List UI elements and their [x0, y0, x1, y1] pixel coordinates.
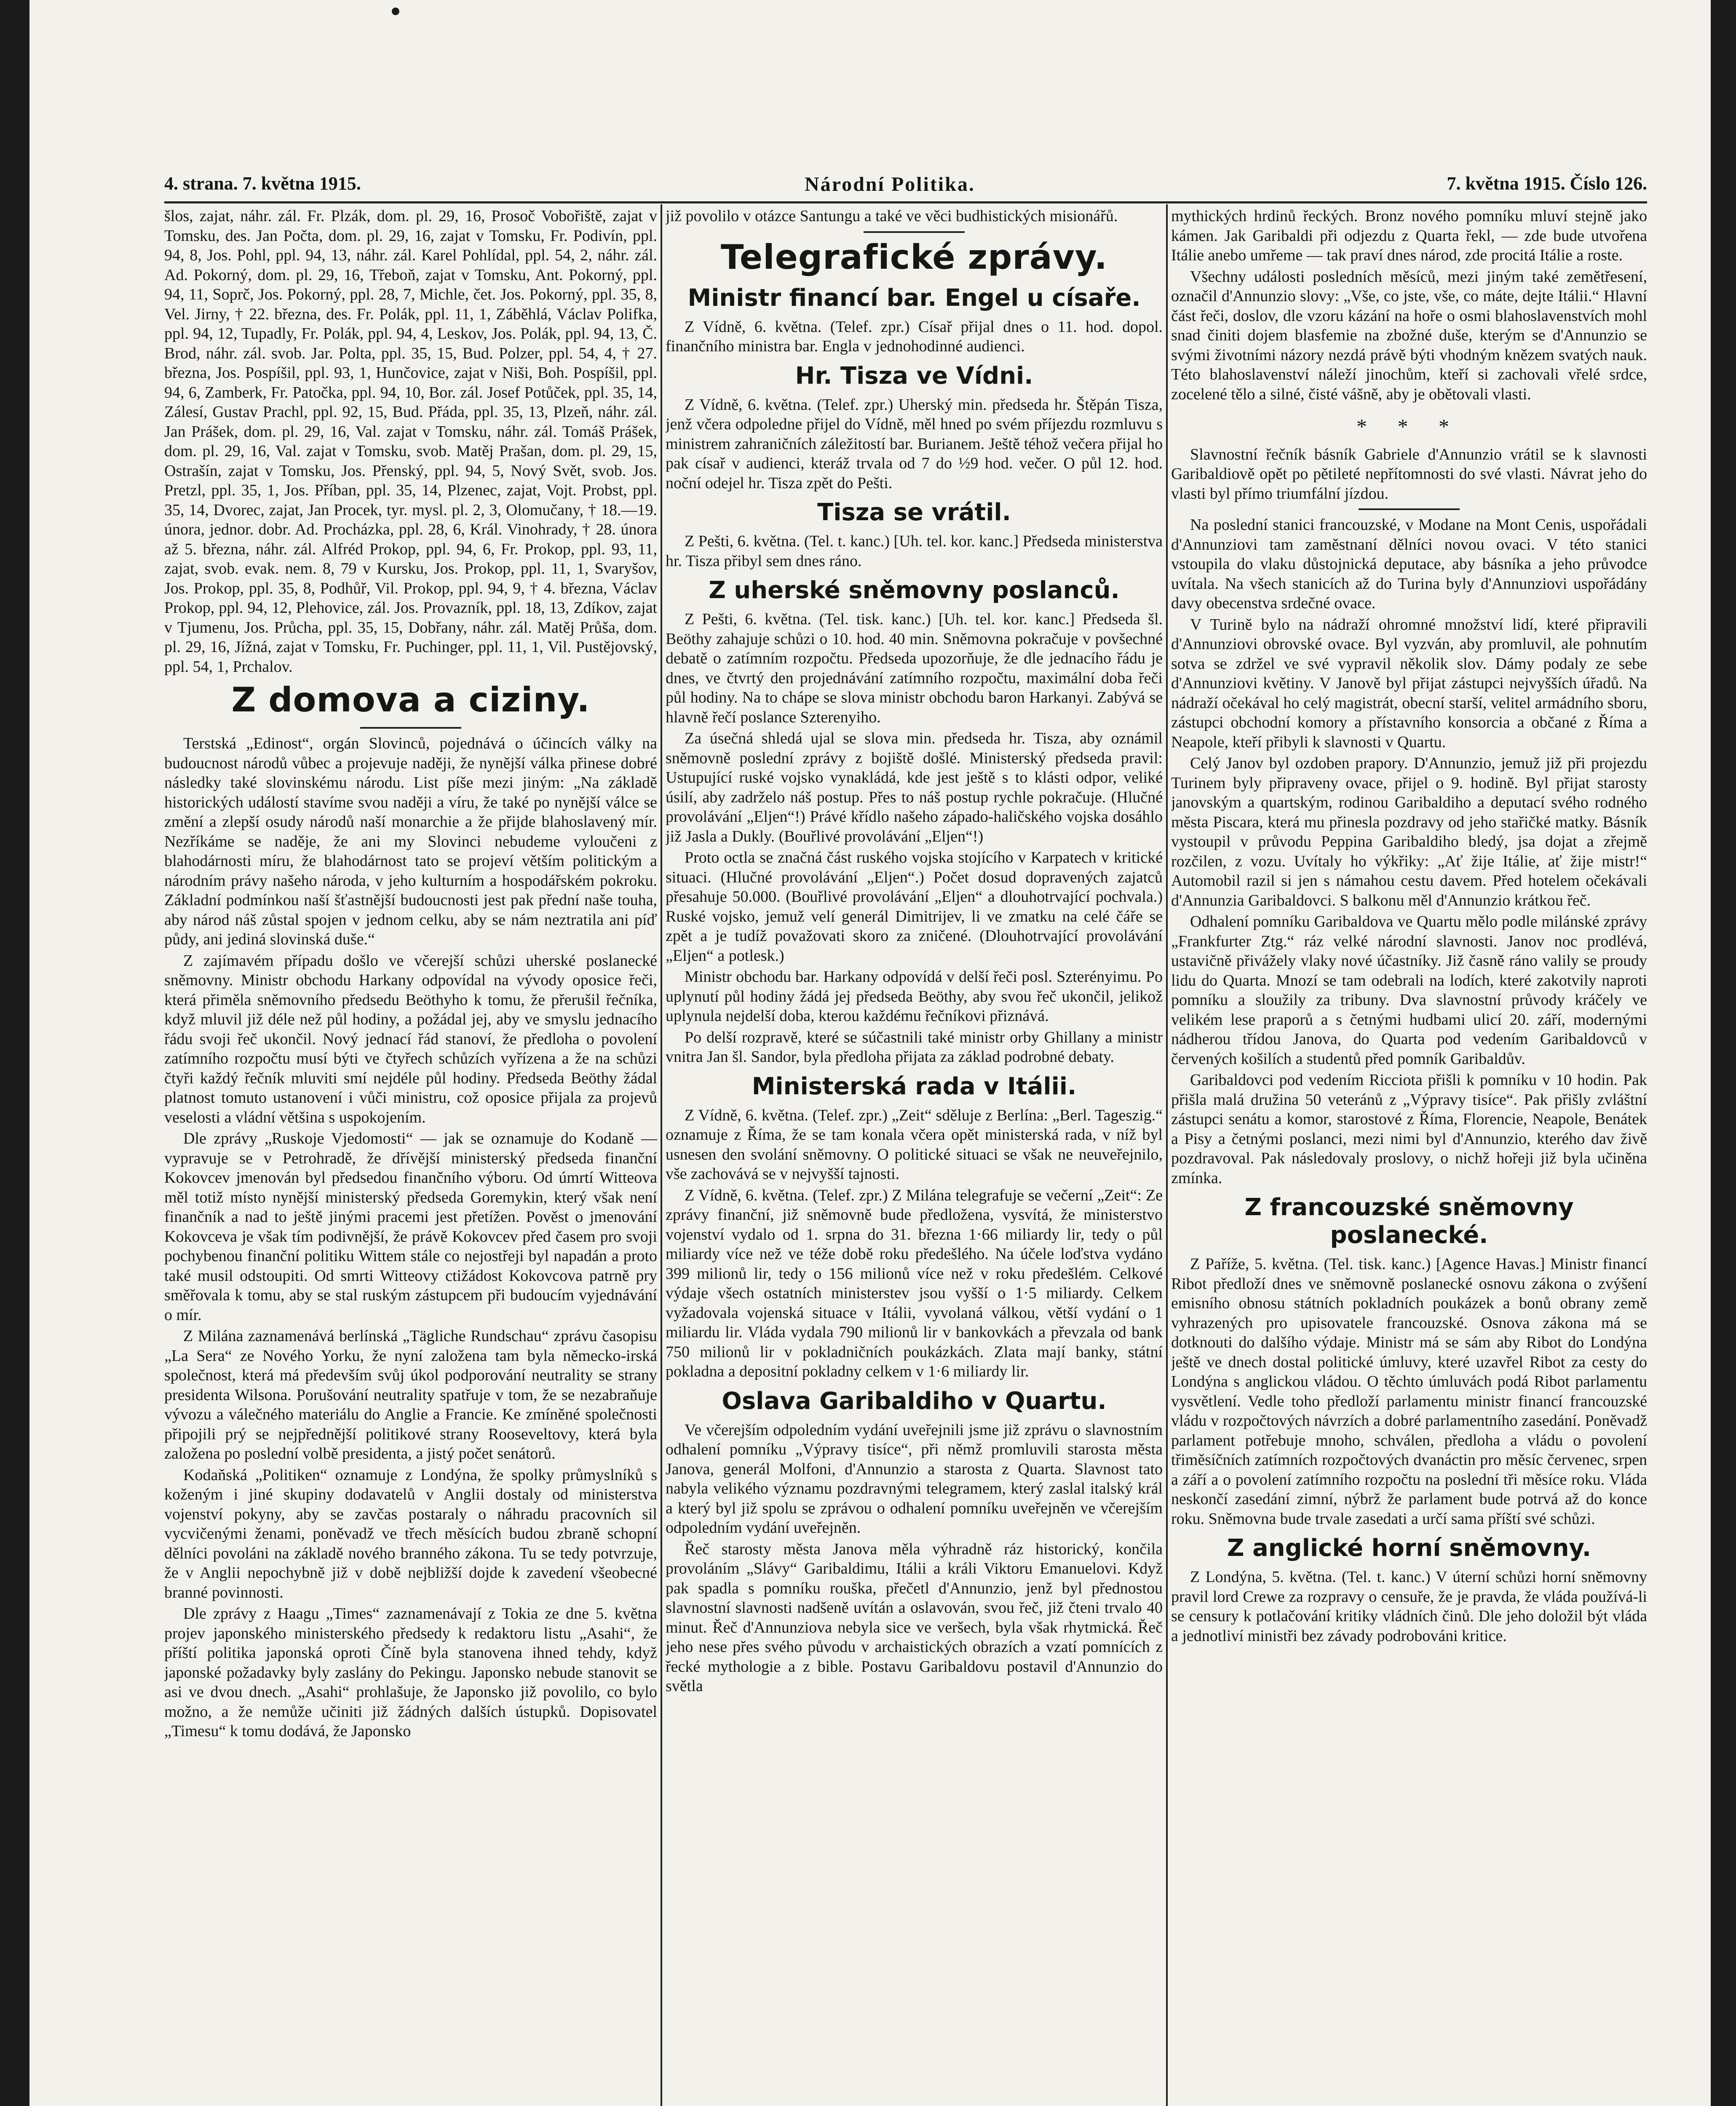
article-paragraph: Z Vídně, 6. května. (Telef. zpr.) „Zeit“ sděluje z Berlína: „Berl. Tageszig.“ oznamuje z Říma, že se tam konala včera opět ministerská rada, v níž byl usnesen den svolání sněmovny. O politické situaci se však ne neuveřejnilo, vše zachovává se v nejvyšší tajnosti. — [666, 1106, 1163, 1183]
article-paragraph: Řeč starosty města Janova měla výhradně ráz historický, končila provoláním „Slávy“ Garibaldimu, Itálii a králi Viktoru Emanuelovi. Když pak spadla s pomníku rouška, přečetl d'Annunzio, jenž byl přednostou slavnostní slavnosti nadšeně uvítán a oslavován, svou řeč, již čteni trvalo 40 minut. Řeč d'Annunziova nebyla sice ve veršech, byla však rhytmická. Řeč jeho nese přes svého původu v archaistických obrazích a vzatí pomnících z řecké mythologie a z bible. Postavu Garibaldovu postavil d'Annunzio do světla — [666, 1540, 1163, 1695]
column-divider-1 — [661, 204, 662, 2106]
article-paragraph: Z Vídně, 6. května. (Telef. zpr.) Uherský min. předseda hr. Štěpán Tisza, jenž včera odpoledne přijel do Vídně, měl hned po svém příjezdu rozmluvu s ministrem zahraničních záležitostí bar. Burianem. Ještě téhož večera přijal ho pak císař v audienci, kteráž trvala od 7 do ½9 hod. večer. O půl 12. hod. noční odejel hr. Tisza zpět do Pešti. — [666, 396, 1163, 492]
subheading: Z anglické horní sněmovny. — [1227, 1534, 1592, 1562]
article-paragraph: Z Vídně, 6. května. (Telef. zpr.) Z Milána telegrafuje se večerní „Zeit“: Ze zprávy finanční, již sněmovně bude předložena, vysvítá, že ministerstvo vojenství vydalo od 1. srpna do 31. března 1·66 miliardy lir, tedy o půl miliardy více než ve téže době roku předešlého. Na účele loďstva vydáno 399 milionů lir, tedy o 156 milionů více než v roku předešlém. Celkové výdaje všech ostatních ministerstev jsou vyšší o 1·5 miliardy. Celkem vyžadovala vojenská situace v Itálii, vyvolaná válkou, větší vydání o 1 miliardu lir. Vláda vydala 790 milionů lir v bankovkách a převzala od bank 750 milionů lir v pokladničních poukázkách. Zlata mají banky, státní pokladna a depositní pokladny celkem v 1·6 miliardy lir. — [666, 1186, 1163, 1380]
article-paragraph: Dle zprávy z Haagu „Times“ zaznamenávají z Tokia ze dne 5. května projev japonského ministerského předsedy k redaktoru listu „Asahi“, že příští politika japonská oproti Číně byla stanovena ihned tehdy, když japonské požadavky byly zaslány do Pekingu. Japonsko nebude stanovit se asi ve dvou dnech. „Asahi“ prohlašuje, že Japonsko již povolilo, co bylo možno, a že nemůže učiniti již žádných dalších ústupků. Dopisovatel „Timesu“ k tomu dodává, že Japonsko — [164, 1605, 657, 1740]
article-paragraph: Odhalení pomníku Garibaldova ve Quartu mělo podle milánské zprávy „Frankfurter Ztg.“ ráz velké národní slavnosti. Janov noc prodlévá, ustavičně přivážely vlaky nové účastníky. Již časně ráno valily se proudy lidu do Quarta. Mnozí se tam odebrali na lodích, které zakotvily naproti pomníku a sloužily za tribuny. Dva slavnostní průvody kráčely ve velikém lese praporů a s četnými hudbami ulicí 20. září, modernými nádherou třídou Janova, do Quarta pod vedením Garibaldovců v červených košilích a studentů před pomník Garibaldův. — [1171, 913, 1647, 1068]
article-paragraph: Z Londýna, 5. května. (Tel. t. kanc.) V úterní schůzi horní sněmovny pravil lord Crewe za rozpravy o censuře, že je pravda, že vláda používá-li se censury k potlačování kritiky vládních činů. Dle jeho doložil být vláda a jednotliví ministři bez závady podrobováni kritice. — [1171, 1568, 1647, 1645]
section-heading-telegraphs: Telegrafické zprávy. — [720, 237, 1107, 277]
article-paragraph: Kodaňská „Politiken“ oznamuje z Londýna, že spolky průmyslníků s koženým i jiné skupiny dodavatelů v Anglii dostaly od ministerstva vojenství pokyny, aby se zavčas postaraly o náhradu pracovních sil vycvičenými ženami, poněvadž ve třech měsících budou zbraně schopní dělníci povoláni na základě nového branného zákona. Tu se tedy potvrzuje, že v Anglii nepochybně již v době nejbližší dojde k zavedení všeobecné branné povinnosti. — [164, 1466, 657, 1601]
subheading: Z uherské sněmovny poslanců. — [709, 577, 1120, 604]
article-paragraph: Z Vídně, 6. května. (Telef. zpr.) Císař přijal dnes o 11. hod. dopol. finančního ministra bar. Engla v jednohodinné audienci. — [666, 318, 1163, 355]
article-paragraph: Z Pešti, 6. května. (Tel. t. kanc.) [Uh. tel. kor. kanc.] Předseda ministerstva hr. Tisza přibyl sem dnes ráno. — [666, 532, 1163, 570]
paper-hole — [392, 8, 399, 15]
article-paragraph: Po delší rozpravě, které se súčastnili také ministr orby Ghillany a ministr vnitra Jan šl. Sandor, byla předloha přijata za základ podrobné debaty. — [666, 1028, 1163, 1066]
article-paragraph: Z zajímavém případu došlo ve včerejší schůzi uherské poslanecké sněmovny. Ministr obchodu Harkany odpovídal na vývody oposice řeči, která přiměla sněmovního předsedu Beöthyho k tomu, že přerušil řečníka, když mluvil již déle než půl hodiny, a požádal jej, aby ve smyslu jednacího řádu svoji řeč ukončil. Nový jednací řád stanoví, že předloha o povolení zatímního rozpočtu musí býti ve čtyřech schůzích vyřízena a že na schůzi čtyři každý řečník mluviti smí nejdéle půl hodiny. Předseda Beöthy žádal platnost tomuto ustanovení i vůči ministru, což oposice přijala za projevů veselosti a vládní většina s uspokojením. — [164, 951, 657, 1126]
article-paragraph: Z Paříže, 5. května. (Tel. tisk. kanc.) [Agence Havas.] Ministr financí Ribot předloží dnes ve sněmovně poslanecké osnovu zákona o zvýšení emisního obnosu státních pokladních poukázek a bonů obrany země vyhrazených pro upisovatele francouzské. Osnova zákona má se dotknouti do dalšího výdaje. Ministr má se sám aby Ribot do Londýna ještě ve dnech dostal politické úmluvy, které uzavřel Ribot za cesty do Londýna s anglickou vládou. O těchto úmluvách podá Ribot parlamentu vysvětlení. Vedle toho předloží parlamentu ministr financí francouzské vládu v rozpočtových návrzích a dobré parlamentního zasedání. Poněvadž parlament potřebuje mnoho, schválen, předloha a vládu o povolení třiměsíčních zatímních rozpočtových dvanáctin pro měsíc červenec, srpen a září a o povolení zatímního rozpočtu na poslední tři měsíce roku. Vláda neskončí zasedání zimní, nýbrž že parlament bude potrvá až do konce roku. Sněmovna bude trvale zasedati a určí sama příští své schůzi. — [1171, 1255, 1647, 1528]
article-paragraph: Terstská „Edinost“, orgán Slovinců, pojednává o účincích války na budoucnost národů vůbec a projevuje naději, že nynější válka přinese dobré následky také slovinskému národu. List píše mezi jiným: „Na základě historických událostí stavíme svou naději a víru, že také po nynější válce se změní a zlepší osudy národů naší monarchie a že přijde blahoslavený mír. Nezříkáme se naděje, že ani my Slovinci nebudeme vyloučeni z blahodárnosti míru, že blahodárnost tato se projeví větším politickým a národním právy našeho národa, v jeho kulturním a hospodářském pokroku. Základní podmínkou naší šťastnější budoucnosti jest pak přední naše touha, aby národ náš zůstal spojen v jednom celku, aby se nám neztratila ani píď půdy, ani jediná slovinská duše.“ — [164, 735, 657, 948]
article-paragraph: Z Milána zaznamenává berlínská „Tägliche Rundschau“ zprávu časopisu „La Sera“ ze Nového Yorku, že nyní založena tam byla německo-irská společnost, která má především svůj úkol podporování neutrality se strany presidenta Wilsona. Porušování neutrality spatřuje v tom, že se nezabraňuje vývozu a válečného materiálu do Anglie a Francie. Ke zmíněné společnosti připojili prý se nejpřednější politikové strany Rooseveltovy, která byla založena po poslední volbě presidenta, a jistý počet senátorů. — [164, 1327, 657, 1462]
subheading: Ministr financí bar. Engel u císaře. — [687, 284, 1141, 312]
article-paragraph: V Turině bylo na nádraží ohromné množství lidí, které připravili d'Annunziovi obrovské ovace. Byl vyzván, aby promluvil, ale pohnutím sotva se zdržel ve své vypravil několik slov. Dámy podaly ze sebe d'Annunziovi květiny. V Janově byl přijat zástupci nejvyšších úřadů. Na nádraží očekával ho celý magistrát, obecní starší, velitel armádního sboru, zástupci obchodní komory a přístavního konsorcia a občané z Říma a Neapole, kteří přibyli k slavnosti v Quartu. — [1171, 615, 1647, 751]
article-paragraph: Slavnostní řečník básník Gabriele d'Annunzio vrátil se k slavnosti Garibaldiově opět po pětileté nepřítomnosti do své vlasti. Návrat jeho do vlasti byl přímo triumfální jízdou. — [1171, 445, 1647, 502]
article-paragraph: Z Pešti, 6. května. (Tel. tisk. kanc.) [Uh. tel. kor. kanc.] Předseda šl. Beöthy zahajuje schůzi o 10. hod. 40 min. Sněmovna pokračuje v povšechné debatě o zatímním rozpočtu. Předseda upozorňuje, že dle jednacího řádu je dnes, ve čtvrtý den projednávání zatímního rozpočtu, maximální doba řeči půl hodiny. Na to chápe se slova ministr obchodu baron Harkanyi. Zabývá se hlavně řečí poslance Szterenyiho. — [666, 610, 1163, 726]
article-paragraph: Ministr obchodu bar. Harkany odpovídá v delší řeči posl. Szterényimu. Po uplynutí půl hodiny žádá jej předseda Beöthy, aby svou řeč ukončil, jelikož uplynula nejdelší doba, kterou každému řečníkovi přiznává. — [666, 968, 1163, 1025]
article-paragraph: Celý Janov byl ozdoben prapory. D'Annunzio, jemuž již při projezdu Turinem byly připraveny ovace, přijel o 9. hodině. Byl přijat starosty janovským a quartským, rodinou Garibaldiho a deputací svého rodného města Piscara, která mu přinesla pozdravy od jeho stařičké matky. Básník vystoupil v průvodu Peppina Garibaldiho bledý, jsa dojat a zřejmě rozčilen, z vozu. Uvítaly ho výkřiky: „Ať žije Itálie, ať žije mistr!“ Automobil razil si jen s námahou cestu davem. Před hotelem očekávali d'Annunzia Garibaldovci. S balkonu měl d'Annunzio krátkou řeč. — [1171, 754, 1647, 909]
divider — [864, 231, 965, 233]
column-divider-2 — [1166, 204, 1168, 2106]
article-paragraph: mythických hrdinů řeckých. Bronz nového pomníku mluví stejně jako kámen. Jak Garibaldi při odjezdu z Quarta řekl, — zde bude utvořena Itálie anebo umřeme — tak praví dnes národ, zde procitá Itálie a roste. — [1171, 207, 1647, 264]
article-paragraph: Všechny události posledních měsíců, mezi jiným také zemětřesení, označil d'Annunzio slovy: „Vše, co jste, vše, co máte, dejte Itálii.“ Hlavní část řeči, doslov, dle vzoru kázání na hoře o osmi blahoslavenstvích mohl snad činiti dojem blasfemie na zbožné duše, kterým se d'Annunzio se svými životními názory nezdá právě býti vhodným knězem svatých nauk. Této blahoslavenství náleží jinochům, kteří si zachovali vřelé srdce, zocelené tělo a silné, čisté vášně, aby je obětovali vlasti. — [1171, 267, 1647, 403]
divider — [1359, 508, 1460, 510]
section-heading-domestic: Z domova a ciziny. — [231, 680, 590, 719]
subheading: Oslava Garibaldiho v Quartu. — [722, 1387, 1107, 1415]
article-paragraph: Za úsečná shledá ujal se slova min. předseda hr. Tisza, aby oznámil sněmovně poslední zprávy z bojiště došlé. Ministerský předseda pravil: Ustupující ruské vojsko vynakládá, kde jest ještě s to klásti odpor, veliké úsilí, aby zadrželo náš postup. Přes to náš postup rychle pokračuje. (Hlučné provolávání „Eljen“!) Právé křídlo našeho západo-haličského vojska dosáhlo již Jasla a Dukly. (Bouřlivé provolávání „Eljen“!) — [666, 730, 1163, 845]
article-paragraph: Na poslední stanici francouzské, v Modane na Mont Cenis, uspořádali d'Annunziovi tam zaměstnaní dělníci novou ovaci. V této stanici vstoupila do vlaku důstojnická deputace, aby básníka a jeho průvodce uvítala. Na všech stanicích až do Turina byly d'Annunziovi uspořádány davy obecenstva srdečné ovace. — [1171, 516, 1647, 612]
subheading: Z francouzské sněmovny poslanecké. — [1244, 1194, 1574, 1249]
subheading: Ministerská rada v Itálii. — [752, 1072, 1077, 1100]
scan-border-left — [0, 0, 29, 2106]
subheading: Hr. Tisza ve Vídni. — [795, 362, 1033, 390]
article-paragraph: již povolilo v otázce Santungu a také ve věci budhistických misionářů. — [666, 207, 1118, 225]
section-separator-stars: * * * — [1356, 414, 1462, 438]
article-paragraph: Proto octla se značná část ruského vojska stojícího v Karpatech v kritické situaci. (Hlučné provolávání „Eljen“.) Počet dosud dopravených zajatců přesahuje 50.000. (Bouřlivé provolávání „Eljen“ a dlouhotrvající pochvala.) Ruské vojsko, jemuž velí generál Dimitrijev, li ve zmatku na celé čáře se zpět a je tudíž považovati skoro za zničené. (Dlouhotrvající provolávání „Eljen“ a potlesk.) — [666, 849, 1163, 965]
page-header — [164, 164, 1647, 202]
scan-border-right — [1711, 0, 1736, 2106]
article-paragraph: Dle zprávy „Ruskoje Vjedomosti“ — jak se oznamuje do Kodaně — vypravuje se v Petrohradě, že dřívější ministerský předseda finanční Kokovcev jmenován byl předsedou finančního výboru. Od úmrtí Witteova měl totiž místo nynější ministerský předseda Goremykin, který však není finančník a nad to ještě jinými pracemi jest přetížen. Pověst o jmenování Kokovceva je však tím podivnější, že právě Kokovcev před časem pro svoji pochybenou finanční politiku Wittem stále co nejostřeji byl napadán a proto také musil odstoupiti. Od smrti Witteovy ctižádost Kokovcova patrně pry směřovala k tomu, aby se stal ruským zástupcem při budoucím vyjednávání o mír. — [164, 1130, 657, 1324]
header-rule — [164, 201, 1647, 203]
column-2 — [666, 206, 1163, 2106]
casualty-list: šlos, zajat, náhr. zál. Fr. Plzák, dom. pl. 29, 16, Prosoč Vobořiště, zajat v Tomsku, des. Jan Počta, dom. pl. 29, 16, zajat v Tomsku, Fr. Podivín, ppl. 94, 8, Jos. Pohl, ppl. 94, 13, náhr. zál. Karel Pohlídal, ppl. 54, 2, náhr. zál. Ad. Pokorný, dom. pl. 29, 16, Třeboň, zajat v Tomsku, Ant. Pokorný, ppl. 94, 11, Soprč, Jos. Pokorný, ppl. 28, 7, Michle, čet. Jos. Pokorný, ppl. 35, 8, Vel. Jirny, † 22. března, des. Fr. Polák, ppl. 11, 1, Záběhlá, Václav Polifka, ppl. 94, 12, Tupadly, Fr. Polák, ppl. 94, 4, Leskov, Jos. Polák, ppl. 94, 13, Č. Brod, náhr. zál. svob. Jar. Polta, ppl. 35, 15, Bud. Polzer, ppl. 54, 4, † 27. března, Jos. Pospíšil, ppl. 93, 1, Hunčovice, zajat v Niši, Boh. Pospíšil, ppl. 94, 6, Zamberk, Fr. Patočka, ppl. 94, 10, Bor. zál. Josef Potůček, ppl. 35, 14, Zálesí, Gustav Prachl, ppl. 92, 15, Bud. Přáda, ppl. 35, 13, Plzeň, náhr. zál. Jan Prášek, dom. pl. 29, 16, Val. zajat v Tomsku, náhr. zál. Tomáš Prášek, dom. pl. 29, 16, Val. zajat v Tomsku, svob. Matěj Prašan, dom. pl. 29, 15, Ostrašín, zajat v Tomsku, Jos. Přenský, ppl. 94, 5, Nový Svět, svob. Jos. Pretzl, ppl. 35, 1, Jos. Příban, ppl. 35, 14, Plzenec, zajat, Vojt. Probst, ppl. 35, 14, Dvorec, zajat, Jan Procek, tyr. mysl. pl. 2, 3, Olomučany, † 18.—19. února, jednor. dobr. Ad. Procházka, ppl. 28, 6, Král. Vinohrady, † 28. února až 5. března, náhr. zál. Alfréd Prokop, ppl. 94, 6, Fr. Prokop, ppl. 93, 11, zajat, svob. evak. nem. 8, 79 v Kursku, Jos. Prokop, ppl. 11, 1, Svaryšov, Jos. Prokop, ppl. 35, 8, Podhůř, Vil. Prokop, ppl. 94, 9, † 4. března, Václav Prokop, ppl. 94, 12, Plehovice, zál. Jos. Provazník, ppl. 18, 13, Zdíkov, zajat v Tjumenu, Jos. Průcha, ppl. 35, 15, Dobřany, náhr. zál. Matěj Průša, dom. pl. 29, 16, Jížná, zajat v Tomsku, Fr. Puchinger, ppl. 11, 1, Vil. Pustějovský, ppl. 54, 1, Prchalov. — [164, 207, 657, 676]
subheading: Tisza se vrátil. — [817, 499, 1011, 526]
article-paragraph: Garibaldovci pod vedením Ricciota přišli k pomníku v 10 hodin. Pak přišla malá družina 50 veteránů z „Výpravy tisíce“. Pak přišly zvláštní zástupci senátu a komor, starostové z Říma, Florencie, Neapole, Benátek a Pisy a četnými poslanci, mezi nimi byl d'Annunzio, kterého dav živě pozdravoval. Pak následovaly proslovy, o nichž hořeji již byla učiněna zmínka. — [1171, 1071, 1647, 1187]
header-issue-number: 7. května 1915. Číslo 126. — [1447, 173, 1647, 194]
article-paragraph: Ve včerejším odpoledním vydání uveřejnili jsme již zprávu o slavnostním odhalení pomníku „Výpravy tisíce“, při němž promluvili starosta města Janova, generál Molfoni, d'Annunzio a starosta z Quarta. Slavnost tato nabyla velikého významu pozdravnými telegramem, který zaslal italský král a který byl již spolu se zprávou o odhalení pomníku uveřejněn ve včerejším odpoledním vydání uveřejněn. — [666, 1421, 1163, 1537]
newspaper-title: Národní Politika. — [805, 173, 975, 195]
column-3 — [1171, 206, 1647, 2106]
column-1 — [164, 206, 657, 2106]
divider — [360, 727, 461, 729]
header-page-date: 4. strana. 7. května 1915. — [164, 173, 361, 194]
